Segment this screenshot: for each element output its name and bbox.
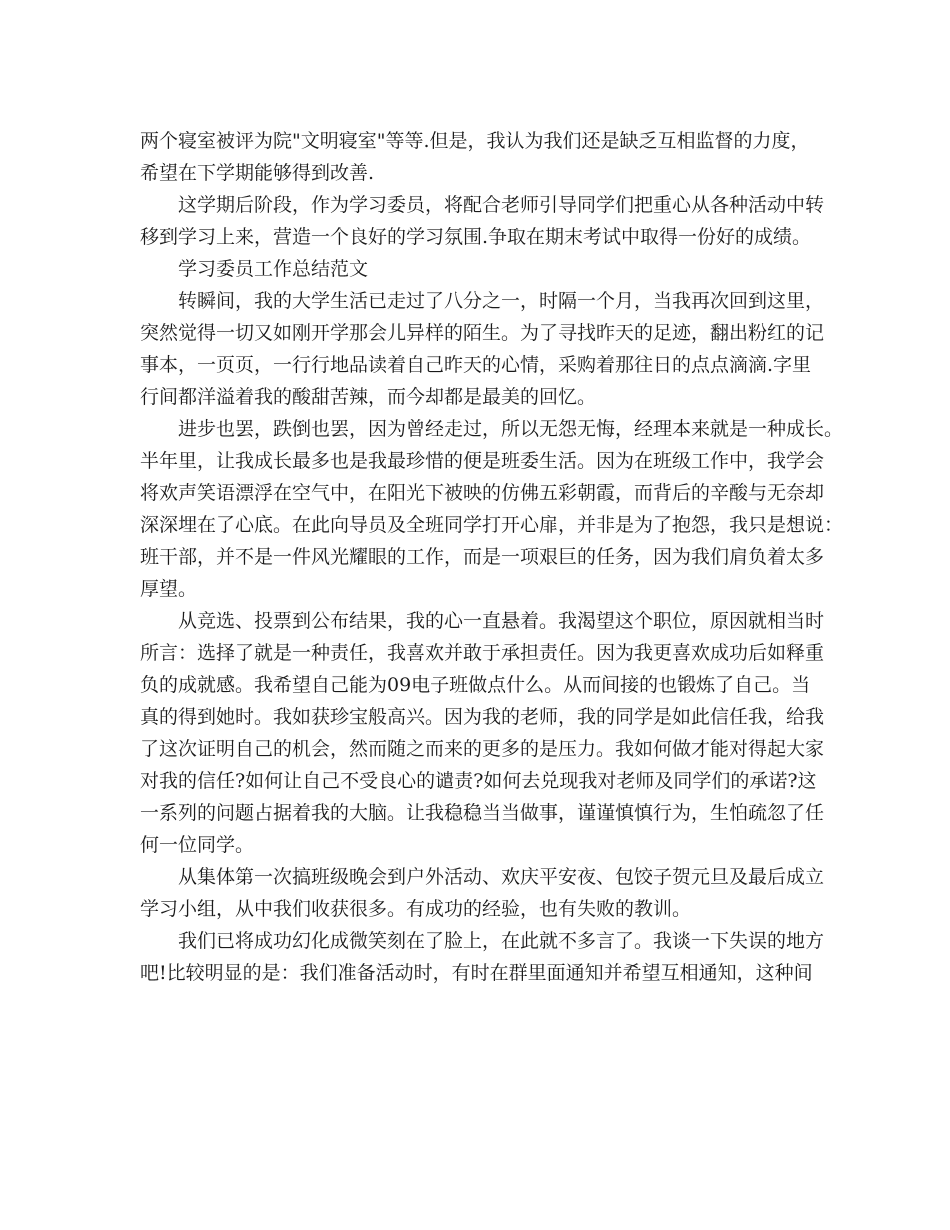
text-line: 厚望。	[140, 578, 198, 600]
text-line: 了这次证明自己的机会，然而随之而来的更多的是压力。我如何做才能对得起大家	[140, 738, 825, 760]
text-line: 从竞选、投票到公布结果，我的心一直悬着。我渴望这个职位，原因就相当时	[178, 610, 825, 632]
document-body	[140, 125, 844, 989]
text-line: 行间都洋溢着我的酸甜苦辣，而今却都是最美的回忆。	[140, 386, 597, 408]
section-heading: 学习委员工作总结范文	[178, 258, 369, 280]
text-line: 突然觉得一切又如刚开学那会儿异样的陌生。为了寻找昨天的足迹，翻出粉红的记	[140, 322, 825, 344]
text-line: 进步也罢，跌倒也罢，因为曾经走过，所以无怨无悔，经理本来就是一种成长。	[178, 418, 844, 440]
text-line: 吧!比较明显的是：我们准备活动时，有时在群里面通知并希望互相通知，这种间	[140, 962, 813, 984]
text-line: 何一位同学。	[140, 834, 255, 856]
text-line: 一系列的问题占据着我的大脑。让我稳稳当当做事，谨谨慎慎行为，生怕疏忽了任	[140, 802, 825, 824]
text-line: 真的得到她时。我如获珍宝般高兴。因为我的老师，我的同学是如此信任我，给我	[140, 706, 825, 728]
text-line: 将欢声笑语漂浮在空气中，在阳光下被映的仿佛五彩朝霞，而背后的辛酸与无奈却	[140, 482, 825, 504]
text-line: 从集体第一次搞班级晚会到户外活动、欢庆平安夜、包饺子贺元旦及最后成立	[178, 866, 825, 888]
text-line: 希望在下学期能够得到改善.	[140, 162, 375, 184]
text-line: 两个寝室被评为院"文明寝室"等等.但是，我认为我们还是缺乏互相监督的力度，	[140, 130, 810, 152]
text-line: 负的成就感。我希望自己能为09电子班做点什么。从而间接的也锻炼了自己。当	[140, 674, 811, 696]
text-line: 班干部，并不是一件风光耀眼的工作，而是一项艰巨的任务，因为我们肩负着太多	[140, 546, 825, 568]
text-line: 我们已将成功幻化成微笑刻在了脸上，在此就不多言了。我谈一下失误的地方	[178, 930, 825, 952]
text-line: 转瞬间，我的大学生活已走过了八分之一，时隔一个月，当我再次回到这里，	[178, 290, 825, 312]
text-line: 事本，一页页，一行行地品读着自己昨天的心情，采购着那往日的点点滴滴.字里	[140, 354, 812, 376]
text-line: 所言：选择了就是一种责任，我喜欢并敢于承担责任。因为我更喜欢成功后如释重	[140, 642, 825, 664]
text-line: 这学期后阶段，作为学习委员，将配合老师引导同学们把重心从各种活动中转	[178, 194, 825, 216]
text-line: 半年里，让我成长最多也是我最珍惜的便是班委生活。因为在班级工作中，我学会	[140, 450, 825, 472]
text-line: 深深埋在了心底。在此向导员及全班同学打开心扉，并非是为了抱怨，我只是想说：	[140, 514, 844, 536]
text-line: 移到学习上来，营造一个良好的学习氛围.争取在期末考试中取得一份好的成绩。	[140, 226, 812, 248]
text-line: 对我的信任?如何让自己不受良心的谴责?如何去兑现我对老师及同学们的承诺?这	[140, 770, 817, 792]
text-line: 学习小组，从中我们收获很多。有成功的经验，也有失败的教训。	[140, 898, 692, 920]
